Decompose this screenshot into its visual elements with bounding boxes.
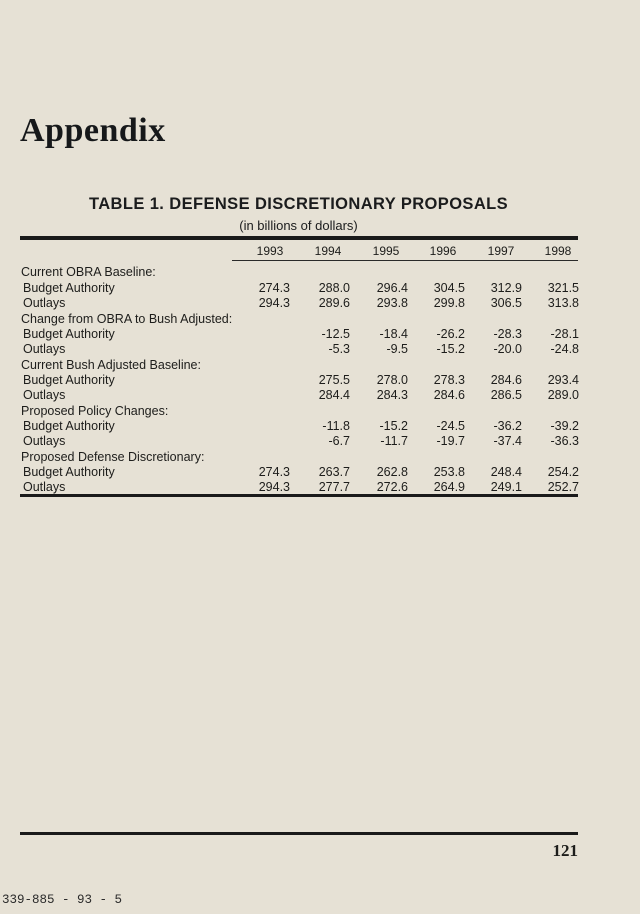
value-cell: 249.1 (490, 480, 522, 494)
value-cell: 293.8 (376, 296, 408, 310)
value-cell: -28.3 (493, 327, 522, 341)
value-cell: -28.1 (550, 327, 579, 341)
table-title: TABLE 1. DEFENSE DISCRETIONARY PROPOSALS (88, 195, 509, 213)
value-cell: 293.4 (547, 373, 579, 387)
value-cell: 264.9 (433, 480, 465, 494)
value-cell: 286.5 (490, 388, 522, 402)
value-cell: 272.6 (376, 480, 408, 494)
value-cell: 306.5 (490, 296, 522, 310)
value-cell: 299.8 (433, 296, 465, 310)
value-cell: -5.3 (328, 342, 350, 356)
value-cell: 248.4 (490, 465, 522, 479)
value-cell: -15.2 (436, 342, 465, 356)
value-cell: 253.8 (433, 465, 465, 479)
value-cell: 284.6 (433, 388, 465, 402)
year-header-1998: 1998 (544, 244, 572, 258)
value-cell: 277.7 (318, 480, 350, 494)
value-cell: -11.8 (322, 419, 350, 433)
value-cell: 284.3 (376, 388, 408, 402)
value-cell: 312.9 (490, 281, 522, 295)
value-cell: -39.2 (550, 419, 579, 433)
row-label: Outlays (23, 296, 66, 310)
value-cell: 304.5 (433, 281, 465, 295)
section-heading: Proposed Defense Discretionary: (21, 450, 205, 464)
value-cell: 263.7 (318, 465, 350, 479)
value-cell: 294.3 (258, 296, 290, 310)
value-cell: -19.7 (436, 434, 465, 448)
value-cell: -18.4 (379, 327, 408, 341)
value-cell: 274.3 (258, 281, 290, 295)
value-cell: 289.0 (547, 388, 579, 402)
header-rule (232, 260, 578, 261)
row-label: Outlays (23, 342, 66, 356)
row-label: Budget Authority (23, 465, 115, 479)
year-header-1996: 1996 (429, 244, 457, 258)
value-cell: 254.2 (547, 465, 579, 479)
year-header-1994: 1994 (314, 244, 342, 258)
value-cell: 321.5 (547, 281, 579, 295)
value-cell: 284.6 (490, 373, 522, 387)
row-label: Outlays (23, 388, 66, 402)
section-heading: Change from OBRA to Bush Adjusted: (21, 312, 233, 326)
value-cell: -20.0 (493, 342, 522, 356)
value-cell: -36.2 (493, 419, 522, 433)
row-label: Outlays (23, 434, 66, 448)
row-label: Budget Authority (23, 327, 115, 341)
value-cell: 278.3 (433, 373, 465, 387)
footer-rule (20, 832, 578, 835)
section-heading: Current OBRA Baseline: (21, 265, 156, 279)
value-cell: 296.4 (376, 281, 408, 295)
year-header-1997: 1997 (487, 244, 515, 258)
row-label: Budget Authority (23, 419, 115, 433)
value-cell: 289.6 (318, 296, 350, 310)
value-cell: 284.4 (318, 388, 350, 402)
row-label: Budget Authority (23, 373, 115, 387)
value-cell: 275.5 (318, 373, 350, 387)
row-label: Outlays (23, 480, 66, 494)
section-heading: Current Bush Adjusted Baseline: (21, 358, 201, 372)
value-cell: 278.0 (376, 373, 408, 387)
value-cell: 288.0 (318, 281, 350, 295)
year-header-1995: 1995 (372, 244, 400, 258)
section-heading: Proposed Policy Changes: (21, 404, 169, 418)
table-bottom-rule (20, 494, 578, 497)
value-cell: -36.3 (550, 434, 579, 448)
value-cell: 252.7 (547, 480, 579, 494)
value-cell: 262.8 (376, 465, 408, 479)
value-cell: -37.4 (493, 434, 522, 448)
value-cell: -6.7 (328, 434, 350, 448)
page-number: 121 (552, 841, 578, 860)
value-cell: -12.5 (321, 327, 350, 341)
value-cell: 294.3 (258, 480, 290, 494)
printer-imprint: 339-885 - 93 - 5 (2, 893, 123, 907)
value-cell: -15.2 (379, 419, 408, 433)
table-top-rule (20, 236, 578, 240)
page-heading: Appendix (20, 112, 166, 149)
value-cell: 313.8 (547, 296, 579, 310)
value-cell: -26.2 (436, 327, 465, 341)
table-subtitle: (in billions of dollars) (239, 218, 358, 233)
value-cell: -11.7 (380, 434, 408, 448)
value-cell: -24.8 (550, 342, 579, 356)
value-cell: -9.5 (386, 342, 408, 356)
year-header-1993: 1993 (256, 244, 284, 258)
row-label: Budget Authority (23, 281, 115, 295)
value-cell: 274.3 (258, 465, 290, 479)
value-cell: -24.5 (436, 419, 465, 433)
